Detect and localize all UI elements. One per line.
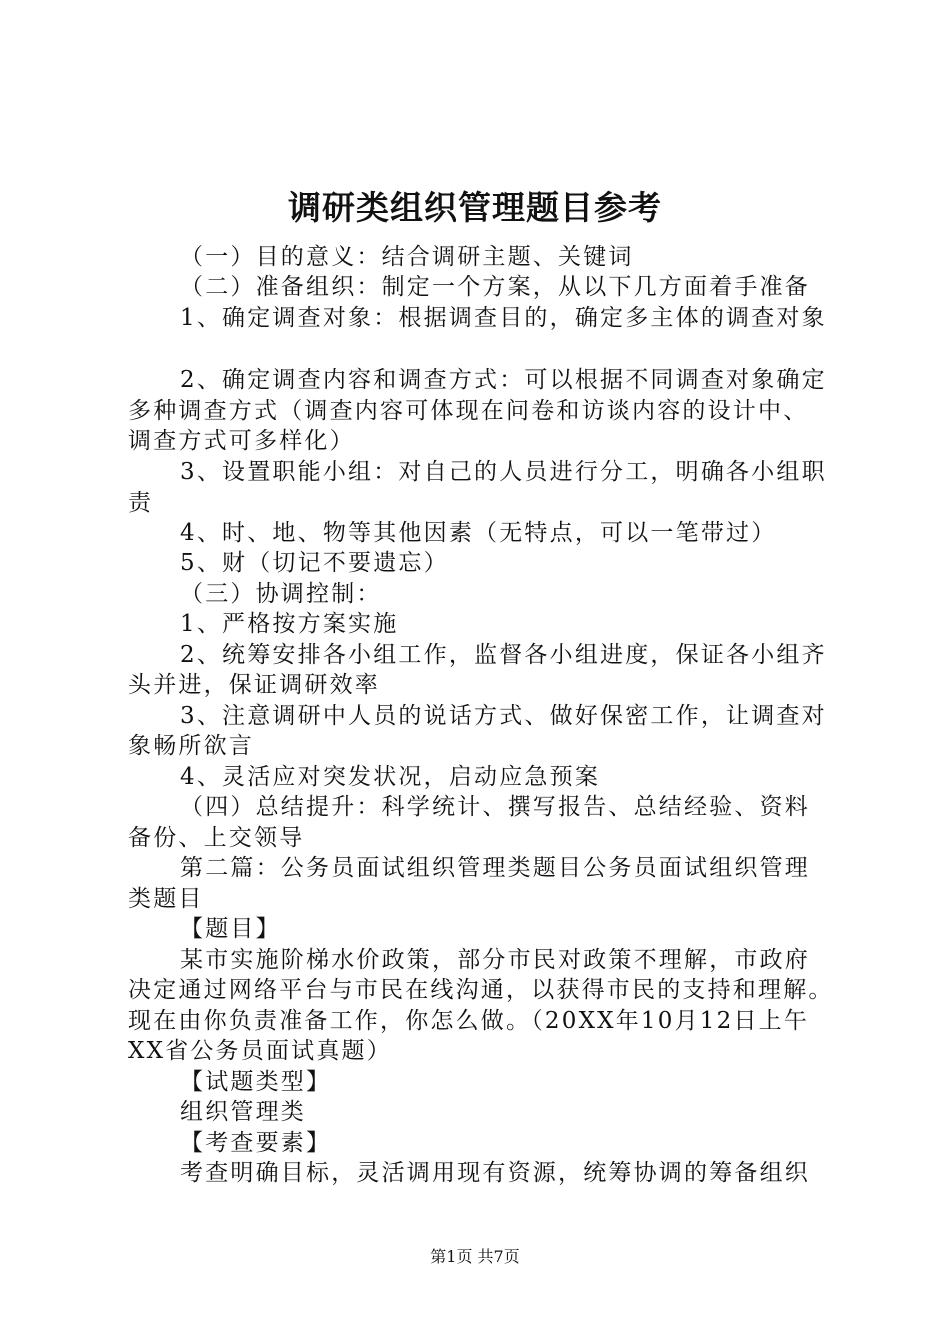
text-line: XX省公务员面试真题） [128,1038,392,1064]
text-line: 【题目】 [180,916,281,942]
text-line: 【考查要素】 [180,1130,332,1156]
text-line: 类题目 [128,886,204,912]
text-line: （一）目的意义：结合调研主题、关键词 [180,244,634,270]
document-title: 调研类组织管理题目参考 [288,188,662,227]
text-line: 调查方式可多样化） [128,428,355,454]
text-line: 5、财（切记不要遗忘） [180,550,449,576]
text-line: 象畅所欲言 [128,733,254,759]
text-line: 现在由你负责准备工作，你怎么做。（20XX年10月12日上午 [128,1008,810,1034]
text-line: 多种调查方式（调查内容可体现在问卷和访谈内容的设计中、 [128,398,809,424]
text-line: 【试题类型】 [180,1069,332,1095]
text-line: 4、时、地、物等其他因素（无特点，可以一笔带过） [180,520,777,546]
text-line: 头并进，保证调研效率 [128,672,380,698]
text-line: 备份、上交领导 [128,825,305,851]
text-line: 决定通过网络平台与市民在线沟通，以获得市民的支持和理解。 [128,977,834,1003]
text-line: 组织管理类 [180,1099,306,1125]
text-line: 某市实施阶梯水价政策，部分市民对政策不理解，市政府 [180,947,810,973]
text-line: 1、严格按方案实施 [180,611,399,637]
text-line: 2、确定调查内容和调查方式：可以根据不同调查对象确定 [180,367,827,393]
text-line: 1、确定调查对象：根据调查目的，确定多主体的调查对象 [180,305,827,331]
text-line: （二）准备组织：制定一个方案，从以下几方面着手准备 [180,274,810,300]
page-number-footer: 第1页 共7页 [430,1247,520,1266]
text-line: 2、统筹安排各小组工作，监督各小组进度，保证各小组齐 [180,642,827,668]
text-line: 4、灵活应对突发状况，启动应急预案 [180,764,601,790]
text-line: 第二篇：公务员面试组织管理类题目公务员面试组织管理 [180,855,810,881]
text-line: （四）总结提升：科学统计、撰写报告、总结经验、资料 [180,794,810,820]
text-line: 3、注意调研中人员的说话方式、做好保密工作，让调查对 [180,703,827,729]
text-line: （三）协调控制： [180,581,382,607]
text-line: 考查明确目标，灵活调用现有资源，统筹协调的筹备组织 [180,1160,810,1186]
text-line: 3、设置职能小组：对自己的人员进行分工，明确各小组职 [180,459,827,485]
text-line: 责 [128,490,154,516]
